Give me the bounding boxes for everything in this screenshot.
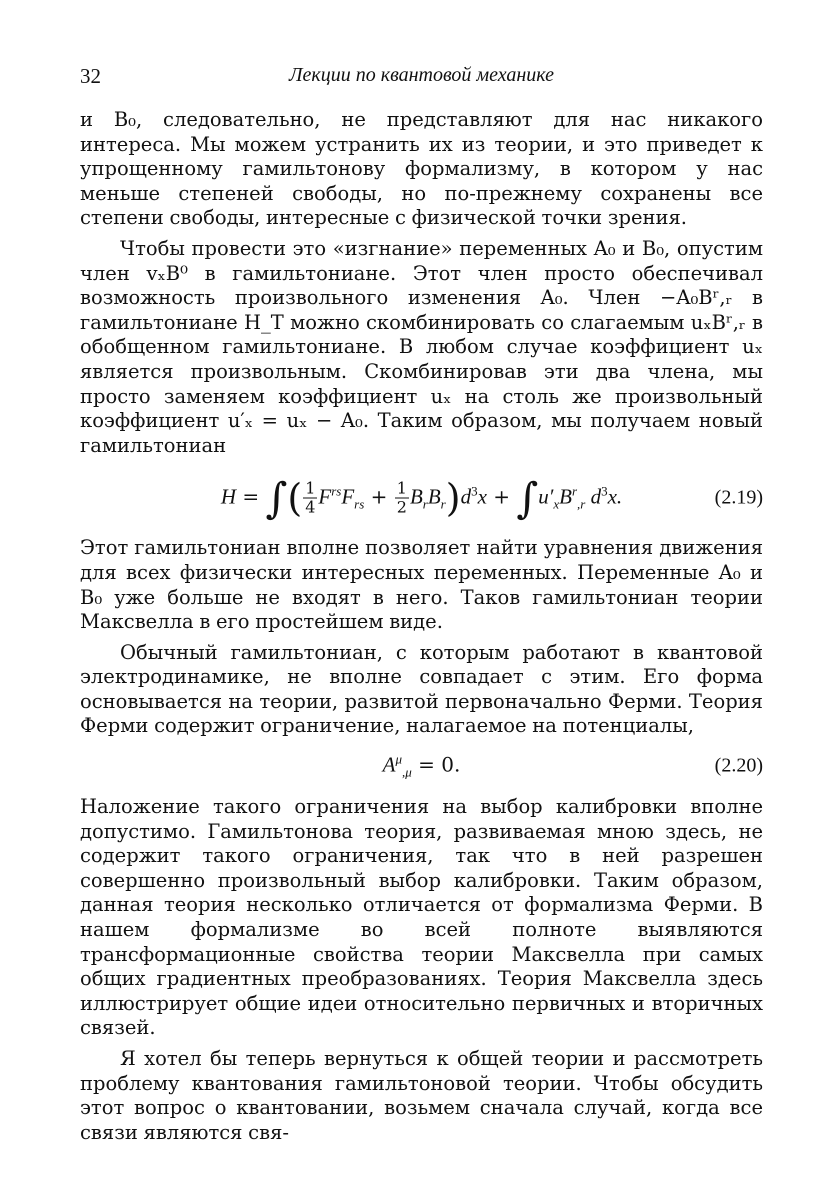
equation-2-19 [80,470,763,526]
equation-number-2-19: (2.19) [714,486,763,509]
paragraph-6: Я хотел бы теперь вернуться к общей теории и рассмотреть проблему квантования гамильтоновой теории. Чтобы обсудить этот вопрос о квантовании, возьмем сначала случай, когда все связи являются свя- [80,1047,763,1144]
page-header [80,64,763,94]
fraction-one-quarter: $\frac{1}{4}$ [305,478,316,517]
fraction-one-half: $\frac{1}{2}$ [396,478,407,517]
equation-2-19-formula: H = ∫( $\frac{1}{4}$ $F^{rs}F_{rs}$ + $\frac{1}{2}$ $B_rB_r)d^3x + \int u'_xB^r_{,r}$ $d^3x$. [220,473,623,523]
paragraph-4: Обычный гамильтониан, с которым работают в квантовой электродинамике, не вполне совпадает с этим. Его форма основывается на теории, развитой первоначально Ферми. Теория Ферми содержит ограничение, налагаемое на потенциалы, [80,640,763,738]
equation-number-2-20: (2.20) [714,754,763,777]
page-number: 32 [80,64,101,88]
paragraph-1: и B₀, следовательно, не представляют для нас никакого интереса. Мы можем устранить их из теории, и это приведет к упрощенному гамильтонову формализму, в котором у нас меньше степеней свободы, но по-прежнему сохранены все степени свободы, интересные с физической точки зрения. [80,108,763,230]
page-body [80,108,763,1145]
paragraph-3: Этот гамильтониан вполне позволяет найти уравнения движения для всех физически интересных переменных. Переменные A₀ и B₀ уже больше не входят в него. Таков гамильтониан теории Максвелла в его простейшем виде. [80,536,763,634]
running-title: Лекции по квантовой механике [288,64,555,86]
paragraph-5: Наложение такого ограничения на выбор калибровки вполне допустимо. Гамильтонова теория, развиваемая мною здесь, не содержит такого ограничения, так что в ней разрешен совершенно произвольный выбор калибровки. Таким образом, данная теория несколько отличается от формализма Ферми. В нашем формализме во всей полноте выявляются трансформационные свойства теории Максвелла при самых общих градиентных преобразованиях. Теория Максвелла здесь иллюстрирует общие идеи относительно первичных и вторичных связей. [80,795,763,1040]
equation-2-20 [80,743,763,789]
paragraph-2: Чтобы провести это «изгнание» переменных A₀ и B₀, опустим член vₓB⁰ в гамильтониане. Этот член просто обеспечивал возможность произвольного изменения A₀. Член −A₀Bʳ,ᵣ в гамильтониане H_T можно скомбинировать со слагаемым uₓBʳ,ᵣ в обобщенном гамильтониане. В любом случае коэффициент uₓ является произвольным. Скомбинировав эти два члена, мы просто заменяем коэффициент uₓ на столь же произвольный коэффициент u′ₓ = uₓ − A₀. Таким образом, мы получаем новый гамильтониан [80,236,763,457]
equation-2-20-formula: $A^\mu_{,\mu} = 0$. [382,751,461,780]
